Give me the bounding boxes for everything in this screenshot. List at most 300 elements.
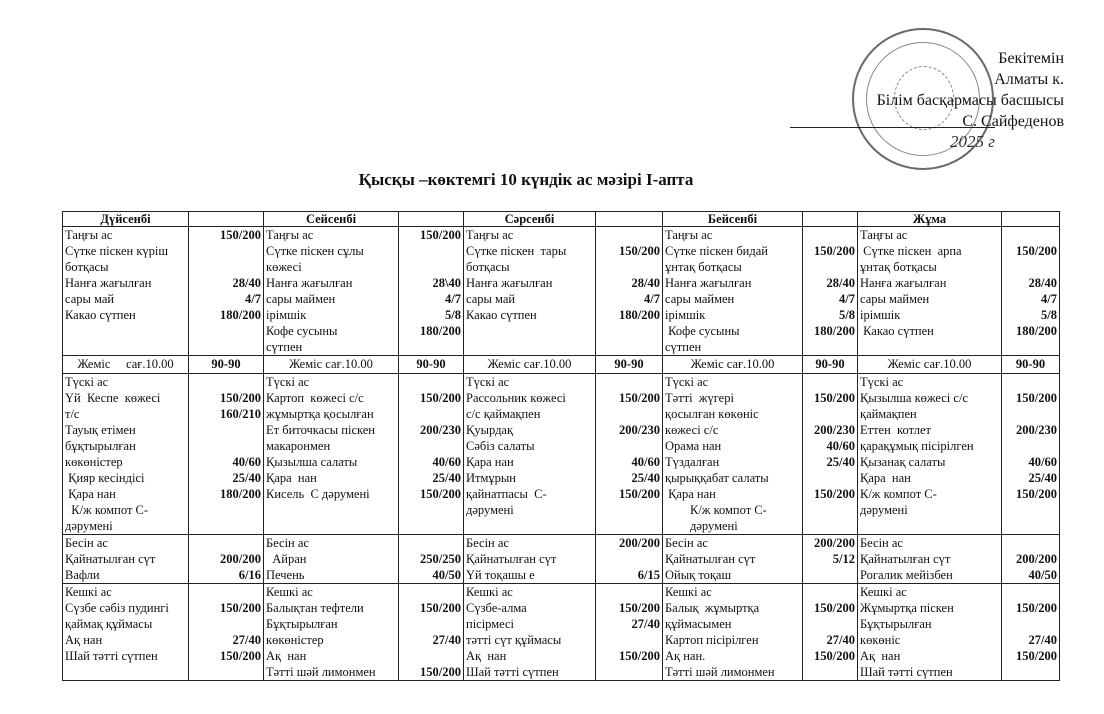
dish-line: құймасымен [665,617,732,631]
portion-line: 25/40 [1028,471,1057,485]
portion-cell [189,374,264,535]
portion-line [401,438,461,454]
dish-line: Қызылша салаты [266,455,358,469]
dish-line: көкөністер [266,633,324,647]
dish-line: Шай тәтті сүтпен [860,665,953,679]
dish-line: Кешкі ас [860,585,907,599]
portion-cell [399,227,464,356]
portion-line [401,584,461,600]
portion-line: 4/7 [839,292,855,306]
portion-line: 40/50 [1028,568,1057,582]
value-header [596,212,663,227]
portion-line: 5/8 [1041,308,1057,322]
portion-cell [803,374,858,535]
portion-line: 180/200 [220,487,261,501]
portion-line: 200/230 [1016,423,1057,437]
portion-line: 200/200 [814,536,855,550]
dish-line: дәрумені [665,519,738,533]
dish-line: Бұқтырылған [860,617,932,631]
portion-line: 4/7 [245,292,261,306]
dish-line: сары маймен [665,292,735,306]
dish-cell [663,227,803,356]
dish-line: сүтпен [266,340,303,354]
snack-row [63,535,1060,584]
dish-cell [464,584,596,681]
dish-line: сары маймен [266,292,336,306]
portion-line [598,664,660,680]
portion-line [1004,438,1057,454]
dish-line: ірімшік [665,308,706,322]
portion-line: 150/200 [814,649,855,663]
portion-line: 150/200 [420,391,461,405]
portion-cell [596,584,663,681]
portion-line: 28/40 [232,276,261,290]
dish-line: Сүтке піскен бидай [665,244,768,258]
dish-line: Қара нан [665,487,716,501]
portion-line: 150/200 [814,487,855,501]
dish-line: К/ж компот С- [665,503,767,517]
dish-line: Түскі ас [466,375,510,389]
portion-line: 200/230 [420,423,461,437]
portion-cell [399,374,464,535]
portion-line: 25/40 [232,471,261,485]
dish-line: с/с қаймақпен [466,407,541,421]
dish-line: Итмұрын [466,471,516,485]
breakfast-row [63,227,1060,356]
portion-line: 27/40 [1028,633,1057,647]
portion-line [805,616,855,632]
dish-line: Сәбіз салаты [466,439,535,453]
portion-line: 27/40 [826,633,855,647]
portion-line: 180/200 [420,324,461,338]
dish-line: көкөніс [860,633,901,647]
portion-line: 200/230 [814,423,855,437]
dish-cell [264,374,399,535]
dish-line: Қара нан [65,487,116,501]
dish-line: көжесі с/с [665,423,719,437]
dish-line: дәрумені [466,503,514,517]
dish-line: Сүтке піскен сұлы [266,244,364,258]
dish-cell [264,584,399,681]
portion-line [598,438,660,454]
dish-line: Ақ нан. [665,649,706,663]
portion-cell [596,227,663,356]
portion-line: 40/50 [432,568,461,582]
dish-line: тәтті сүт құймасы [466,633,562,647]
dish-line: Кешкі ас [466,585,513,599]
portion-line [1004,406,1057,422]
dish-line: Қара нан [266,471,317,485]
dish-line: Кисель С дәрумені [266,487,370,501]
dish-line: Сүтке піскен тары [466,244,567,258]
portion-line: 150/200 [619,601,660,615]
portion-line: 27/40 [631,617,660,631]
approval-line: Бекітемін [998,50,1064,67]
dish-line: Бесін ас [266,536,309,550]
dish-line: Таңғы ас [266,228,314,242]
portion-line: 150/200 [220,649,261,663]
portion-line [191,518,261,534]
portion-line: 28/40 [1028,276,1057,290]
portion-line: 40/60 [432,455,461,469]
portion-line: 150/200 [420,487,461,501]
dish-line: Ақ нан [65,633,103,647]
portion-line: 25/40 [826,455,855,469]
dish-line [65,323,186,339]
portion-line: 6/15 [637,568,660,582]
portion-line [191,664,261,680]
portion-line [805,502,855,518]
dish-line: қайнатпасы С- [466,487,547,501]
dish-line [266,518,396,534]
portion-cell [596,535,663,584]
portion-line [401,648,461,664]
portion-line [598,323,660,339]
dish-line: жұмыртқа қосылған [266,407,374,421]
dish-line: Какао сүтпен [65,308,136,322]
portion-line [401,339,461,355]
portion-line: 27/40 [432,633,461,647]
portion-cell [189,227,264,356]
portion-cell [399,584,464,681]
portion-line: 4/7 [445,292,461,306]
dish-line: Ойық тоқаш [665,568,732,582]
portion-line [1004,664,1057,680]
dish-cell [464,227,596,356]
portion-line: 150/200 [619,244,660,258]
dish-line: Ақ нан [466,649,507,663]
portion-line: 5/8 [445,308,461,322]
dinner-row [63,584,1060,681]
fruit-portion: 90-90 [399,356,464,374]
portion-line [191,584,261,600]
dish-line: Ет биточкасы піскен [266,423,375,437]
portion-line: 150/200 [220,391,261,405]
dish-line: Қайнатылған сүт [860,552,951,566]
dish-line: сүтпен [665,340,702,354]
dish-line: Шай тәтті сүтпен [466,665,559,679]
portion-line: 25/40 [631,471,660,485]
portion-line: 28/40 [826,276,855,290]
portion-cell [803,584,858,681]
dish-line: сары маймен [860,292,930,306]
dish-line: Какао сүтпен [466,308,537,322]
portion-line [598,551,660,567]
portion-line: 180/200 [814,324,855,338]
portion-line: 150/200 [814,601,855,615]
portion-cell [189,535,264,584]
dish-line [466,323,593,339]
portion-line [1004,616,1057,632]
dish-line: Тауық етімен [65,423,136,437]
dish-line: Қияр кесіндісі [65,471,145,485]
dish-cell [464,374,596,535]
dish-cell [63,535,189,584]
portion-line [805,584,855,600]
portion-line: 4/7 [1041,292,1057,306]
dish-line: Бесін ас [860,536,903,550]
fruit-portion: 90-90 [1002,356,1060,374]
dish-cell [663,374,803,535]
portion-line: 150/200 [220,228,261,242]
dish-line: Тәтті шәй лимонмен [665,665,775,679]
portion-line: 200/200 [1016,552,1057,566]
portion-cell [803,535,858,584]
portion-line [191,243,261,259]
approval-line: С. Сайфеденов [962,113,1064,130]
portion-line [1004,259,1057,275]
dish-line: Кешкі ас [266,585,313,599]
dish-line: қарақұмық пісірілген [860,439,974,453]
portion-line: 180/200 [1016,324,1057,338]
dish-line [65,664,186,680]
portion-line [191,323,261,339]
dish-line: қосылған көкөніс [665,407,759,421]
portion-line: 150/200 [1016,601,1057,615]
portion-line [598,502,660,518]
portion-line [598,406,660,422]
portion-line [598,259,660,275]
portion-line [1004,535,1057,551]
portion-line: 150/200 [1016,244,1057,258]
fruit-portion: 90-90 [596,356,663,374]
dish-line: Қызылша көжесі с/с [860,391,968,405]
portion-line [401,502,461,518]
dish-line: макаронмен [266,439,331,453]
dish-line: Түскі ас [266,375,310,389]
dish-line: Ақ нан [860,649,901,663]
portion-line: 180/200 [619,308,660,322]
dish-line [860,339,999,355]
portion-line [1004,374,1057,390]
dish-line: Қайнатылған сүт [665,552,756,566]
portion-line: 25/40 [432,471,461,485]
dish-line: көкөністер [65,455,123,469]
dish-line: Нанға жағылған [665,276,752,290]
portion-line [805,518,855,534]
fruit-cell: Жеміс сағ.10.00 [264,356,399,374]
dish-line [860,518,999,534]
dish-line: Печень [266,568,305,582]
portion-cell [1002,584,1060,681]
portion-line: 150/200 [420,601,461,615]
portion-line [805,339,855,355]
dish-line: Какао сүтпен [860,324,934,338]
dish-line: Тәтті жүгері [665,391,734,405]
dish-cell [858,374,1002,535]
portion-line [598,227,660,243]
dish-line: Қызанақ салаты [860,455,946,469]
day-header: Сейсенбі [264,212,399,227]
day-header: Дүйсенбі [63,212,189,227]
page-title [0,170,1104,190]
dish-line: Кешкі ас [665,585,712,599]
fruit-cell: Жеміс сағ.10.00 [858,356,1002,374]
portion-line: 250/250 [420,552,461,566]
portion-line [401,374,461,390]
fruit-portion: 90-90 [189,356,264,374]
portion-line: 40/60 [826,439,855,453]
dish-line: Таңғы ас [665,228,713,242]
fruit-portion: 90-90 [803,356,858,374]
portion-line [401,518,461,534]
portion-line [191,535,261,551]
fruit-cell: Жеміс сағ.10.00 [464,356,596,374]
portion-line [1004,339,1057,355]
portion-line: 28/40 [631,276,660,290]
dish-line: Ақ нан [266,649,307,663]
portion-line [191,259,261,275]
portion-line [1004,502,1057,518]
portion-line: 27/40 [232,633,261,647]
portion-line [401,535,461,551]
portion-line: 40/60 [631,455,660,469]
dish-line [266,502,396,518]
portion-line: 28\40 [432,276,461,290]
dish-line: ұнтақ ботқасы [665,260,742,274]
approval-line: Білім басқармасы басшысы [876,92,1064,109]
dish-line: Қайнатылған сүт [466,552,557,566]
portion-line: 180/200 [220,308,261,322]
dish-line: ірімшік [860,308,901,322]
fruit-row [63,356,1060,374]
value-header [399,212,464,227]
dish-line: дәрумені [65,519,113,533]
dish-line: ботқасы [466,260,510,274]
dish-line: Сүзбе-алма [466,601,527,615]
portion-line: 150/200 [619,649,660,663]
dish-line: Нанға жағылған [266,276,353,290]
signature: 2025 г [950,132,995,151]
dish-line: Еттен котлет [860,423,931,437]
portion-line: 160/210 [220,407,261,421]
dish-line: Сүтке піскен арпа [860,244,962,258]
dish-line: ұнтақ ботқасы [860,260,937,274]
portion-cell [189,584,264,681]
signature-line [790,127,995,128]
dish-line: Кофе сусыны [665,324,740,338]
dish-line: Қара нан [466,455,514,469]
portion-line: 200/230 [619,423,660,437]
portion-cell [803,227,858,356]
portion-line [191,422,261,438]
lunch-row [63,374,1060,535]
dish-line: Таңғы ас [466,228,514,242]
dish-line: Балықтан тефтели [266,601,364,615]
dish-line: Бесін ас [65,536,108,550]
portion-line [1004,584,1057,600]
dish-line: ботқасы [65,260,109,274]
dish-line: Түскі ас [860,375,904,389]
dish-line: сары май [65,292,115,306]
dish-line: Нанға жағылған [466,276,553,290]
portion-cell [596,374,663,535]
portion-line: 4/7 [644,292,660,306]
dish-line: Қуырдақ [466,423,514,437]
header-row [63,212,1060,227]
dish-line: Картоп пісірілген [665,633,759,647]
portion-cell [399,535,464,584]
portion-line [805,567,855,583]
dish-line: Картоп көжесі с/с [266,391,364,405]
dish-line: дәрумені [860,503,908,517]
portion-line [191,438,261,454]
portion-line [805,664,855,680]
portion-line: 150/200 [1016,649,1057,663]
dish-cell [663,535,803,584]
dish-line: Кешкі ас [65,585,112,599]
dish-line: Нанға жағылған [65,276,152,290]
dish-line: Рассольник көжесі [466,391,566,405]
portion-line [191,374,261,390]
dish-cell [858,535,1002,584]
dish-cell [264,535,399,584]
portion-line [805,406,855,422]
dish-line: Бесін ас [665,536,708,550]
dish-line: пісірмесі [466,617,515,631]
dish-line: сары май [466,292,516,306]
dish-line: Қайнатылған сүт [65,552,156,566]
portion-line [598,518,660,534]
dish-line: қырыққабат салаты [665,471,769,485]
portion-line [805,227,855,243]
portion-line [401,406,461,422]
portion-cell [1002,227,1060,356]
portion-cell [1002,374,1060,535]
dish-line: Рогалик мейізбен [860,568,953,582]
portion-line: 150/200 [619,391,660,405]
dish-line: Айран [266,552,307,566]
dish-line: Балық жұмыртқа [665,601,760,615]
value-header [803,212,858,227]
dish-cell [858,227,1002,356]
dish-line: т/с [65,407,80,421]
dish-line: Бесін ас [466,536,509,550]
dish-cell [858,584,1002,681]
portion-line: 150/200 [220,601,261,615]
portion-line [805,470,855,486]
fruit-cell: Жеміс сағ.10.00 [663,356,803,374]
dish-line: Таңғы ас [860,228,908,242]
dish-line: Сүзбе сәбіз пудингі [65,601,169,615]
portion-line: 150/200 [619,487,660,501]
dish-line: Орама нан [665,439,722,453]
portion-line [401,243,461,259]
portion-line [1004,518,1057,534]
portion-line: 150/200 [420,228,461,242]
dish-line: ірімшік [266,308,307,322]
dish-line [466,518,593,534]
value-header [1002,212,1060,227]
dish-line: Бұқтырылған [266,617,338,631]
dish-line: Үй Кеспе көжесі [65,391,161,405]
dish-cell [464,535,596,584]
approval-line: Алматы к. [994,71,1064,88]
dish-line: Нанға жағылған [860,276,947,290]
dish-line: Түскі ас [665,375,709,389]
dish-line: К/ж компот С- [65,503,149,517]
portion-line: 150/200 [1016,391,1057,405]
dish-cell [264,227,399,356]
day-header: Жұма [858,212,1002,227]
portion-line: 5/8 [839,308,855,322]
day-header: Сәрсенбі [464,212,596,227]
value-header [189,212,264,227]
dish-line: Жұмыртқа піскен [860,601,954,615]
dish-line: К/ж компот С- [860,487,937,501]
dish-cell [663,584,803,681]
dish-line: қаймақ құймасы [65,617,153,631]
